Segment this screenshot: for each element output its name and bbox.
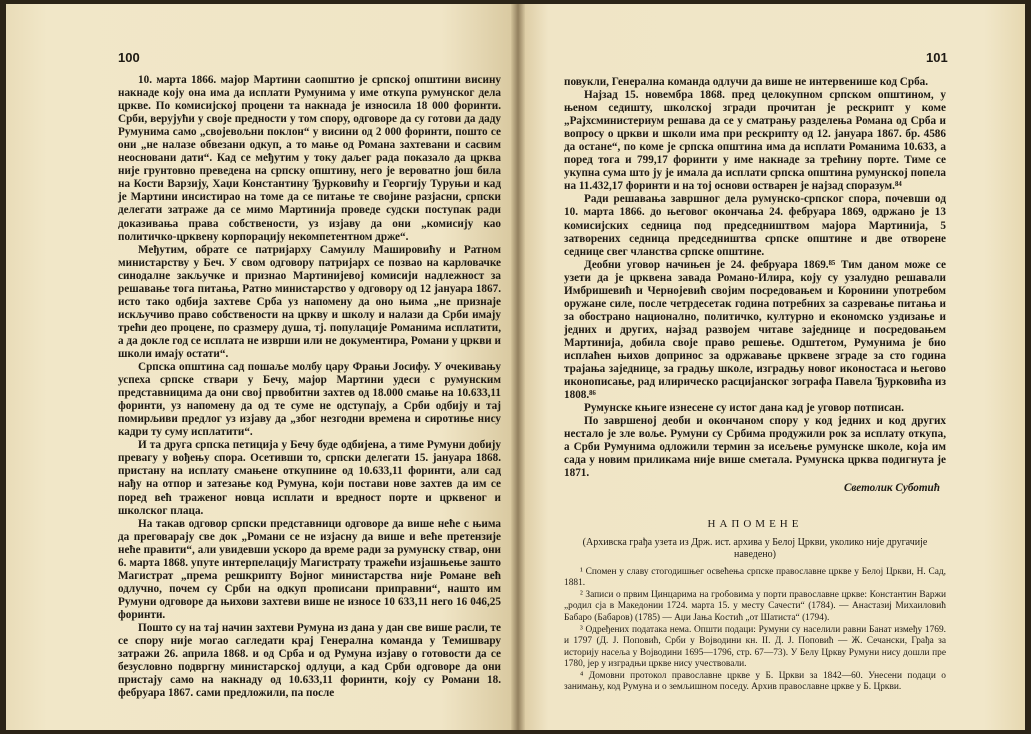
notes-heading: НАПОМЕНЕ [707,517,803,530]
notes-subtitle: (Архивска грађа узета из Држ. ист. архива у Белој Цркви, уколико није другачије наведено) [582,536,928,560]
left-page [6,4,518,730]
paragraph: И та друга српска петиција у Бечу буде одбијена, а тиме Румуни добију превагу у вођењу спора. Осетивши то, српски делегати 15. јануара 1868. пристану на исплату смањене откупнине од 10.633,11 форинти, али сад нађу на отпор и затезање код Румуна, који постави нове захтев да им се поред већ траженог новца исплати и вредност порте и црквеног и школског плаца. [118,439,501,517]
author-signature: Светолик Суботић [843,482,940,495]
footnote: ² Записи о првим Цинцарима на гробовима у порти православне цркве: Константин Варжи „родил сја в Македонии 1724. марта 15. у месту Сачести“ (1784). — Анастазиј Михаиловић Бабаро (Бабаров) (1785) — Аџи Јања Костић „от Шатиста“ (1794). [564,589,946,623]
page-body [118,74,501,700]
paragraph: Међутим, обрате се патријарху Самуилу Машировићу и Ратном министарству у Беч. У свом одговору патријарх се позвао на карловачке синодалне закључке и признао Мартинијевој комисији надлежност за решавање тога питања, Ратно министарство у одговору од 12 јануара 1867. исто тако одбија захтеве Срба уз напомену да оно њима „не признаје искључиво право собствености на цркву и школу и налази да Срби имају трећи део процене, по сразмеру душа, тј. популације Романима исплатити, а да докле год се исплата не изврши или не документира, Романи у цркви и школи имају остати“. [118,243,501,360]
paragraph: Српска општина сад пошаље молбу цару Фрањи Јосифу. У очекивању успеха српске ствари у Бечу, мајор Мартини удеси с румунским представницима да они свој првобитни захтев од 18.000 смање на 10.633,11 форинти, уз напомену да од те суме не одступају, а Срби одбију и тај помирљиви предлог уз изјаву да „због незгодни времена и сиротиње нису кадри ту суму исплатити“. [118,361,501,439]
page-number: 101 [926,50,948,65]
footnote: ³ Одређених података нема. Општи подаци: Румуни су населили равни Банат између 1769. и 1797 (Д. Ј. Поповић, Срби у Војводини кн. II. Д. Ј. Поповић — Ж. Сечански, Грађа за историју насеља у Војводини 1695—1796, стр. 67—73). У Белу Цркву Румуни нису дошли пре 1780, јер у изградњи цркве нису учествовали. [564,624,946,670]
page-body [564,76,946,694]
paragraph: Ради решавања завршног дела румунско-српског спора, почевши од 10. марта 1866. до његовог окончања 24. фебруара 1869, одржано је 13 комисијских седница под председништвом мајора Мартинија, 5 затворених седница председништва српске општине и две отворене седнице свег чланства српске општине. [564,193,946,258]
book-gutter [511,4,525,730]
paragraph: Румунске књиге изнесене су истог дана кад је уговор потписан. [584,402,904,415]
page-number: 100 [118,50,140,65]
paragraph: Најзад 15. новембра 1868. пред целокупном српском општином, у њеном седишту, школској згради прочитан је рескрипт у коме „Рајхсминистериум решава да се у сматрању разделења Романа од Срба и вопросу о цркви и школи има при рескрипту од 12. јануара 1867. бр. 4586 да остане“, по коме је српска општина има да исплати Романима 10.633, а поред тога и 799,17 форинти у име накнаде за трећину порте. Тиме се укупна сума што ју је имала да исплати српска општина румунској попела на 11.432,17 форинти и на тој основи остварен је најзад споразум.⁸⁴ [564,89,946,193]
paragraph: На такав одговор српски представници одговоре да више неће с њима да преговарају све док „Романи се не изјасну да више и веће претензије неће правити“, али увидевши ускоро да време ради за румунску ствар, они 6. марта 1868. упуте интерпелацију Магистрату тражећи изјашњење зашто Магистрат „према решкрипту Војног министарства није Романе већ одлучно, почем су Срби на одкуп прописани приправни“, нашто им Румуни одговоре да њихови захтеви више не износе 10 633,11 него 16 046,25 форинти. [118,517,501,621]
paragraph: 10. марта 1866. мајор Мартини саопштио је српској општини висину накнаде коју она има да исплати Румунима у име откупа румунског дела цркве. По комисијској процени та накнада је износила 18 000 форинти. Срби, верујући у своје предности у том спору, одговоре да су готови да даду Румунима само „својевољни поклон“ у висини од 2 000 форинти, пошто се они „не налазе обвезани одкуп, а то мање од Романа захтевани и сасвим неосновани дати“. Кад се међутим у току даљег рада показало да црква није грунтовно преведена на српску општину, него је вероватно још била на Кости Варзију, Хаџи Константину Ђурковићу и Георгију Туруњи и кад је Мартини инсистирао на томе да се питање те својине разјасни, српски делегати затраже да се мимо Мартинија проведе судски поступак ради доказивања права собствености, уз изјаву да они „комисију као политичко-црквену корпорацију некомпетентном држе“. [118,74,501,243]
right-page [518,4,1025,730]
paragraph: Деобни уговор начињен је 24. фебруара 1869.⁸⁵ Тим даном може се узети да је црквена завада Романо-Илира, коју су узалудно решавали Имбришевић и Черноjевић својим посредовањем и Коронини употребом оружане силе, после четрдесетак година потребних за сазревање питања и за обострано национално, политичко, културно и економско уздизање и једних и других, најзад развојем читаве заједнице и посредовањем Мартинија, добила своје право решење. Одштетом, Румунима је био исплаћен њихов допринос за одржавање црквене зграде за сто година трајања заједнице, за градњу школе, изградњу новог иконостаса и његово иконописање, рад илирическо расцијанског зографа Павела Ђурковића из 1808.⁸⁶ [564,258,946,402]
footnotes [564,567,946,695]
footnote: ¹ Спомен у славу стогодишњег освећења српске православне цркве у Белој Цркви, Н. Сад, 1881. [564,566,946,589]
book-spread [6,4,1025,730]
paragraph: Пошто су на тај начин захтеви Румуна из дана у дан све више расли, те се спору није могао сагледати крај Генерална команда у Темишвару затражи 26. априла 1868. и од Срба и од Румуна изјаву о готовости да се безусловно подвргну министарској одлуци, а кад Срби одговоре да они пристају само на накнаду од 10.633,11 форинти, коју су Романи 18. фебруара 1867. сами предложили, па после [118,621,501,700]
paragraph: повукли, Генерална команда одлучи да више не интервенише код Срба. [564,76,929,88]
footnote: ⁴ Домовни протокол православне цркве у Б. Цркви за 1842—60. Унесени подаци о занимању, код Румуна и о земљишном поседу. Архив православне цркве у Б. Цркви. [564,670,946,693]
paragraph: По завршеној деоби и окончаном спору у код једних и код других нестало је зле воље. Румуни су Србима продужили рок за исплату откупа, а Срби Румунима одложили термин за исељење румунске школе, која им сада у новим приликама није више сметала. Румунска црква подигнута је 1871. [564,415,946,480]
